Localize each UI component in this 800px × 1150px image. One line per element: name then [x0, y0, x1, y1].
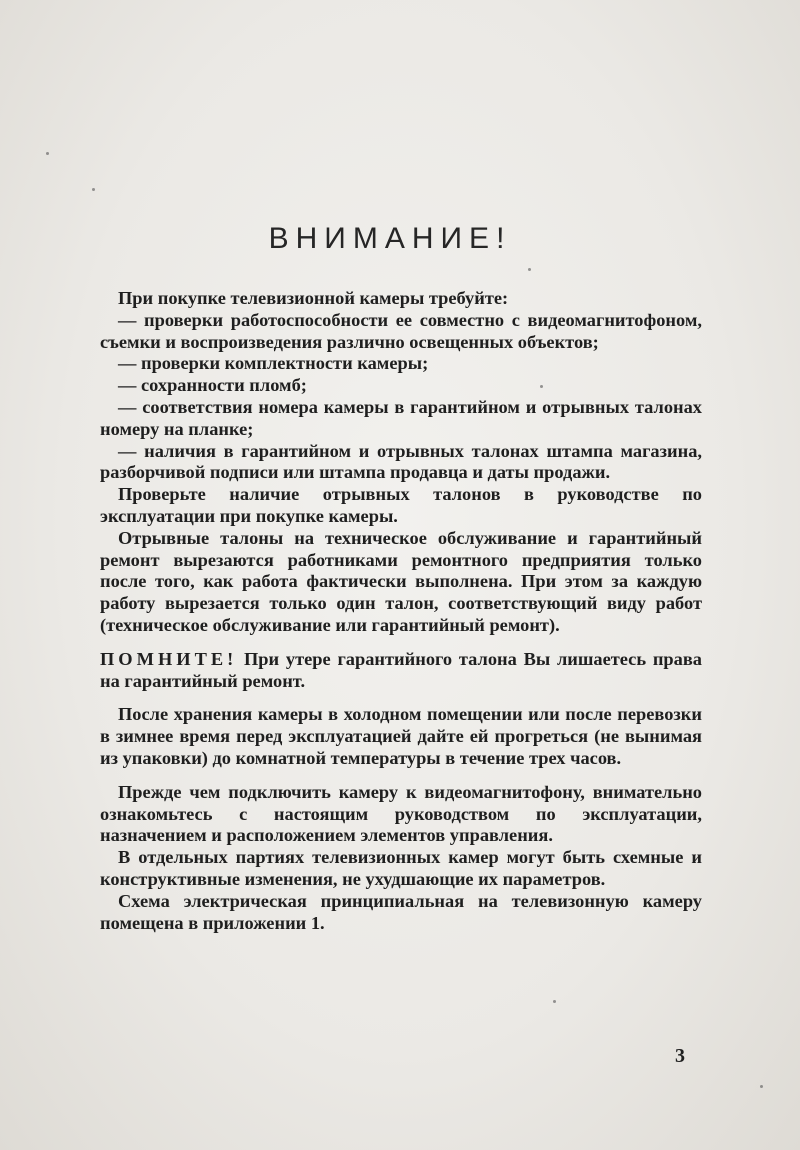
paragraph: В отдельных партиях телевизионных камер могут быть схемные и конструктивные изменения, не ухудшающие их параметров.	[100, 847, 702, 889]
body-text	[100, 288, 702, 934]
list-item: — наличия в гарантийном и отрывных талонах штампа магазина, разборчивой подписи или штампа продавца и даты продажи.	[100, 440, 702, 483]
paragraph: Проверьте наличие отрывных талонов в руководстве по эксплуатации при покупке камеры.	[100, 484, 702, 526]
speck	[760, 1085, 763, 1088]
paragraph: Схема электрическая принципиальная на телевизонную камеру помещена в приложении 1.	[100, 890, 702, 933]
speck	[528, 268, 531, 271]
speck	[92, 188, 95, 191]
list-item: — соответствия номера камеры в гарантийном и отрывных талонах номеру на планке;	[100, 396, 702, 439]
speck	[553, 1000, 556, 1003]
paragraph: Отрывные талоны на техническое обслуживание и гарантийный ремонт вырезаются работниками ремонтного предприятия только после того, как работа фактически выполнена. При этом за каждую работу вырезается только один талон, соответствующий виду работ (техническое обслуживание или гарантийный ремонт).	[100, 527, 702, 635]
remember-label: ПОМНИТЕ!	[100, 648, 238, 669]
page-number: 3	[675, 1045, 685, 1067]
speck	[46, 152, 49, 155]
paragraph: При покупке телевизионной камеры требуйте:	[118, 288, 509, 308]
list-item: — проверки комплектности камеры;	[118, 353, 429, 374]
remember-text: При утере гарантийного талона Вы лишаетесь права на гарантийный ремонт.	[100, 648, 702, 691]
list-item: — проверки работоспособности ее совместно с видеомагнитофоном, съемки и воспроизведения различно освещенных объектов;	[100, 309, 702, 352]
remember-paragraph	[100, 649, 702, 693]
page-title: ВНИМАНИЕ!	[268, 222, 512, 255]
paragraph: После хранения камеры в холодном помещении или после перевозки в зимнее время перед эксплуатацией дайте ей прогреться (не вынимая из упаковки) до комнатной температуры в течение трех часов.	[100, 704, 702, 768]
paragraph: Прежде чем подключить камеру к видеомагнитофону, внимательно ознакомьтесь с настоящим руководством по эксплуатации, назначением и расположением элементов управления.	[100, 781, 702, 846]
list-item: — сохранности пломб;	[118, 375, 307, 396]
